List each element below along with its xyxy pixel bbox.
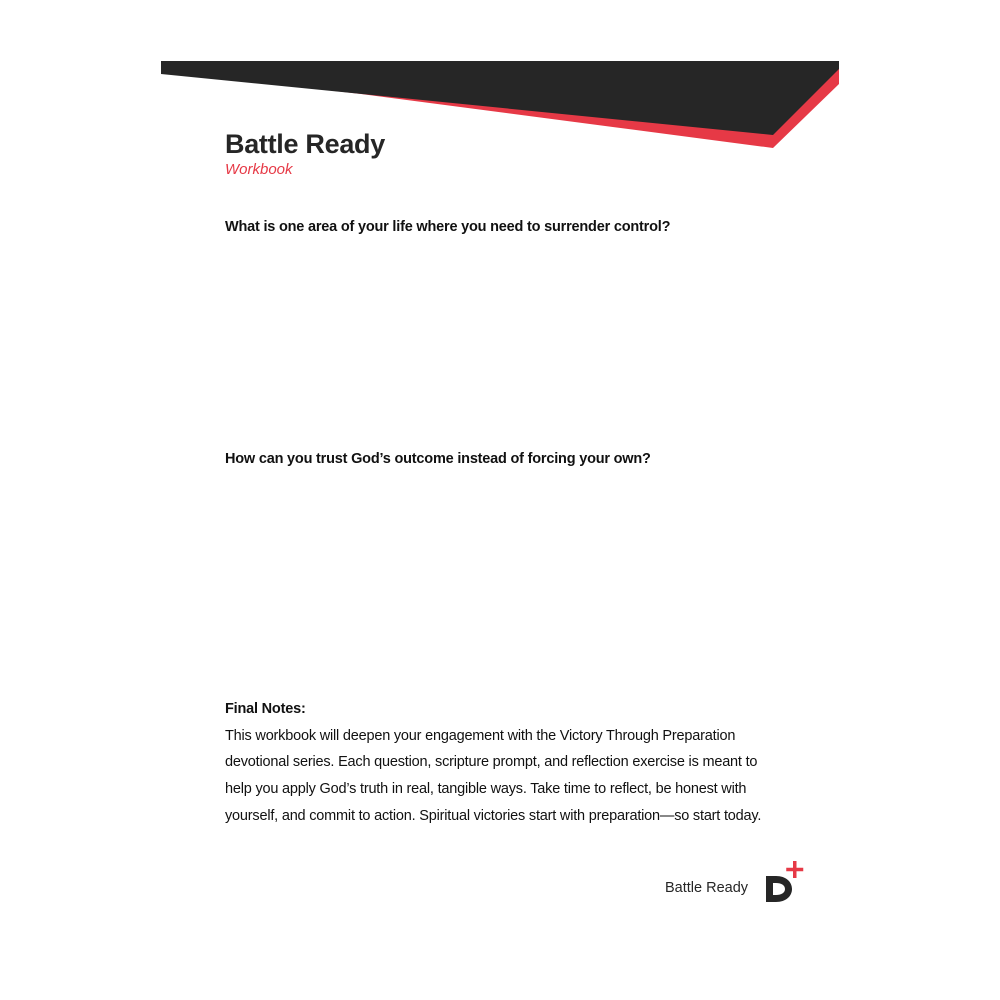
d-plus-logo-icon [762,860,808,904]
final-notes-body: This workbook will deepen your engagement with the Victory Through Preparation devotional series. Each question, scripture prompt, and reflection exercise is meant to help you apply God’s truth in real, tangible ways. Take time to reflect, be honest with yourself, and commit to action. Spiritual victories start with preparation—so start today. [225,727,762,824]
page-subtitle: Workbook [225,161,293,178]
question-1: What is one area of your life where you need to surrender control? [225,219,671,235]
final-notes [225,696,785,830]
question-2: How can you trust God’s outcome instead of forcing your own? [225,451,651,467]
page-title: Battle Ready [225,129,385,159]
final-notes-heading: Final Notes: [225,701,306,717]
header-banner-dark-shape [161,61,839,135]
footer-brand-name: Battle Ready [665,880,749,896]
